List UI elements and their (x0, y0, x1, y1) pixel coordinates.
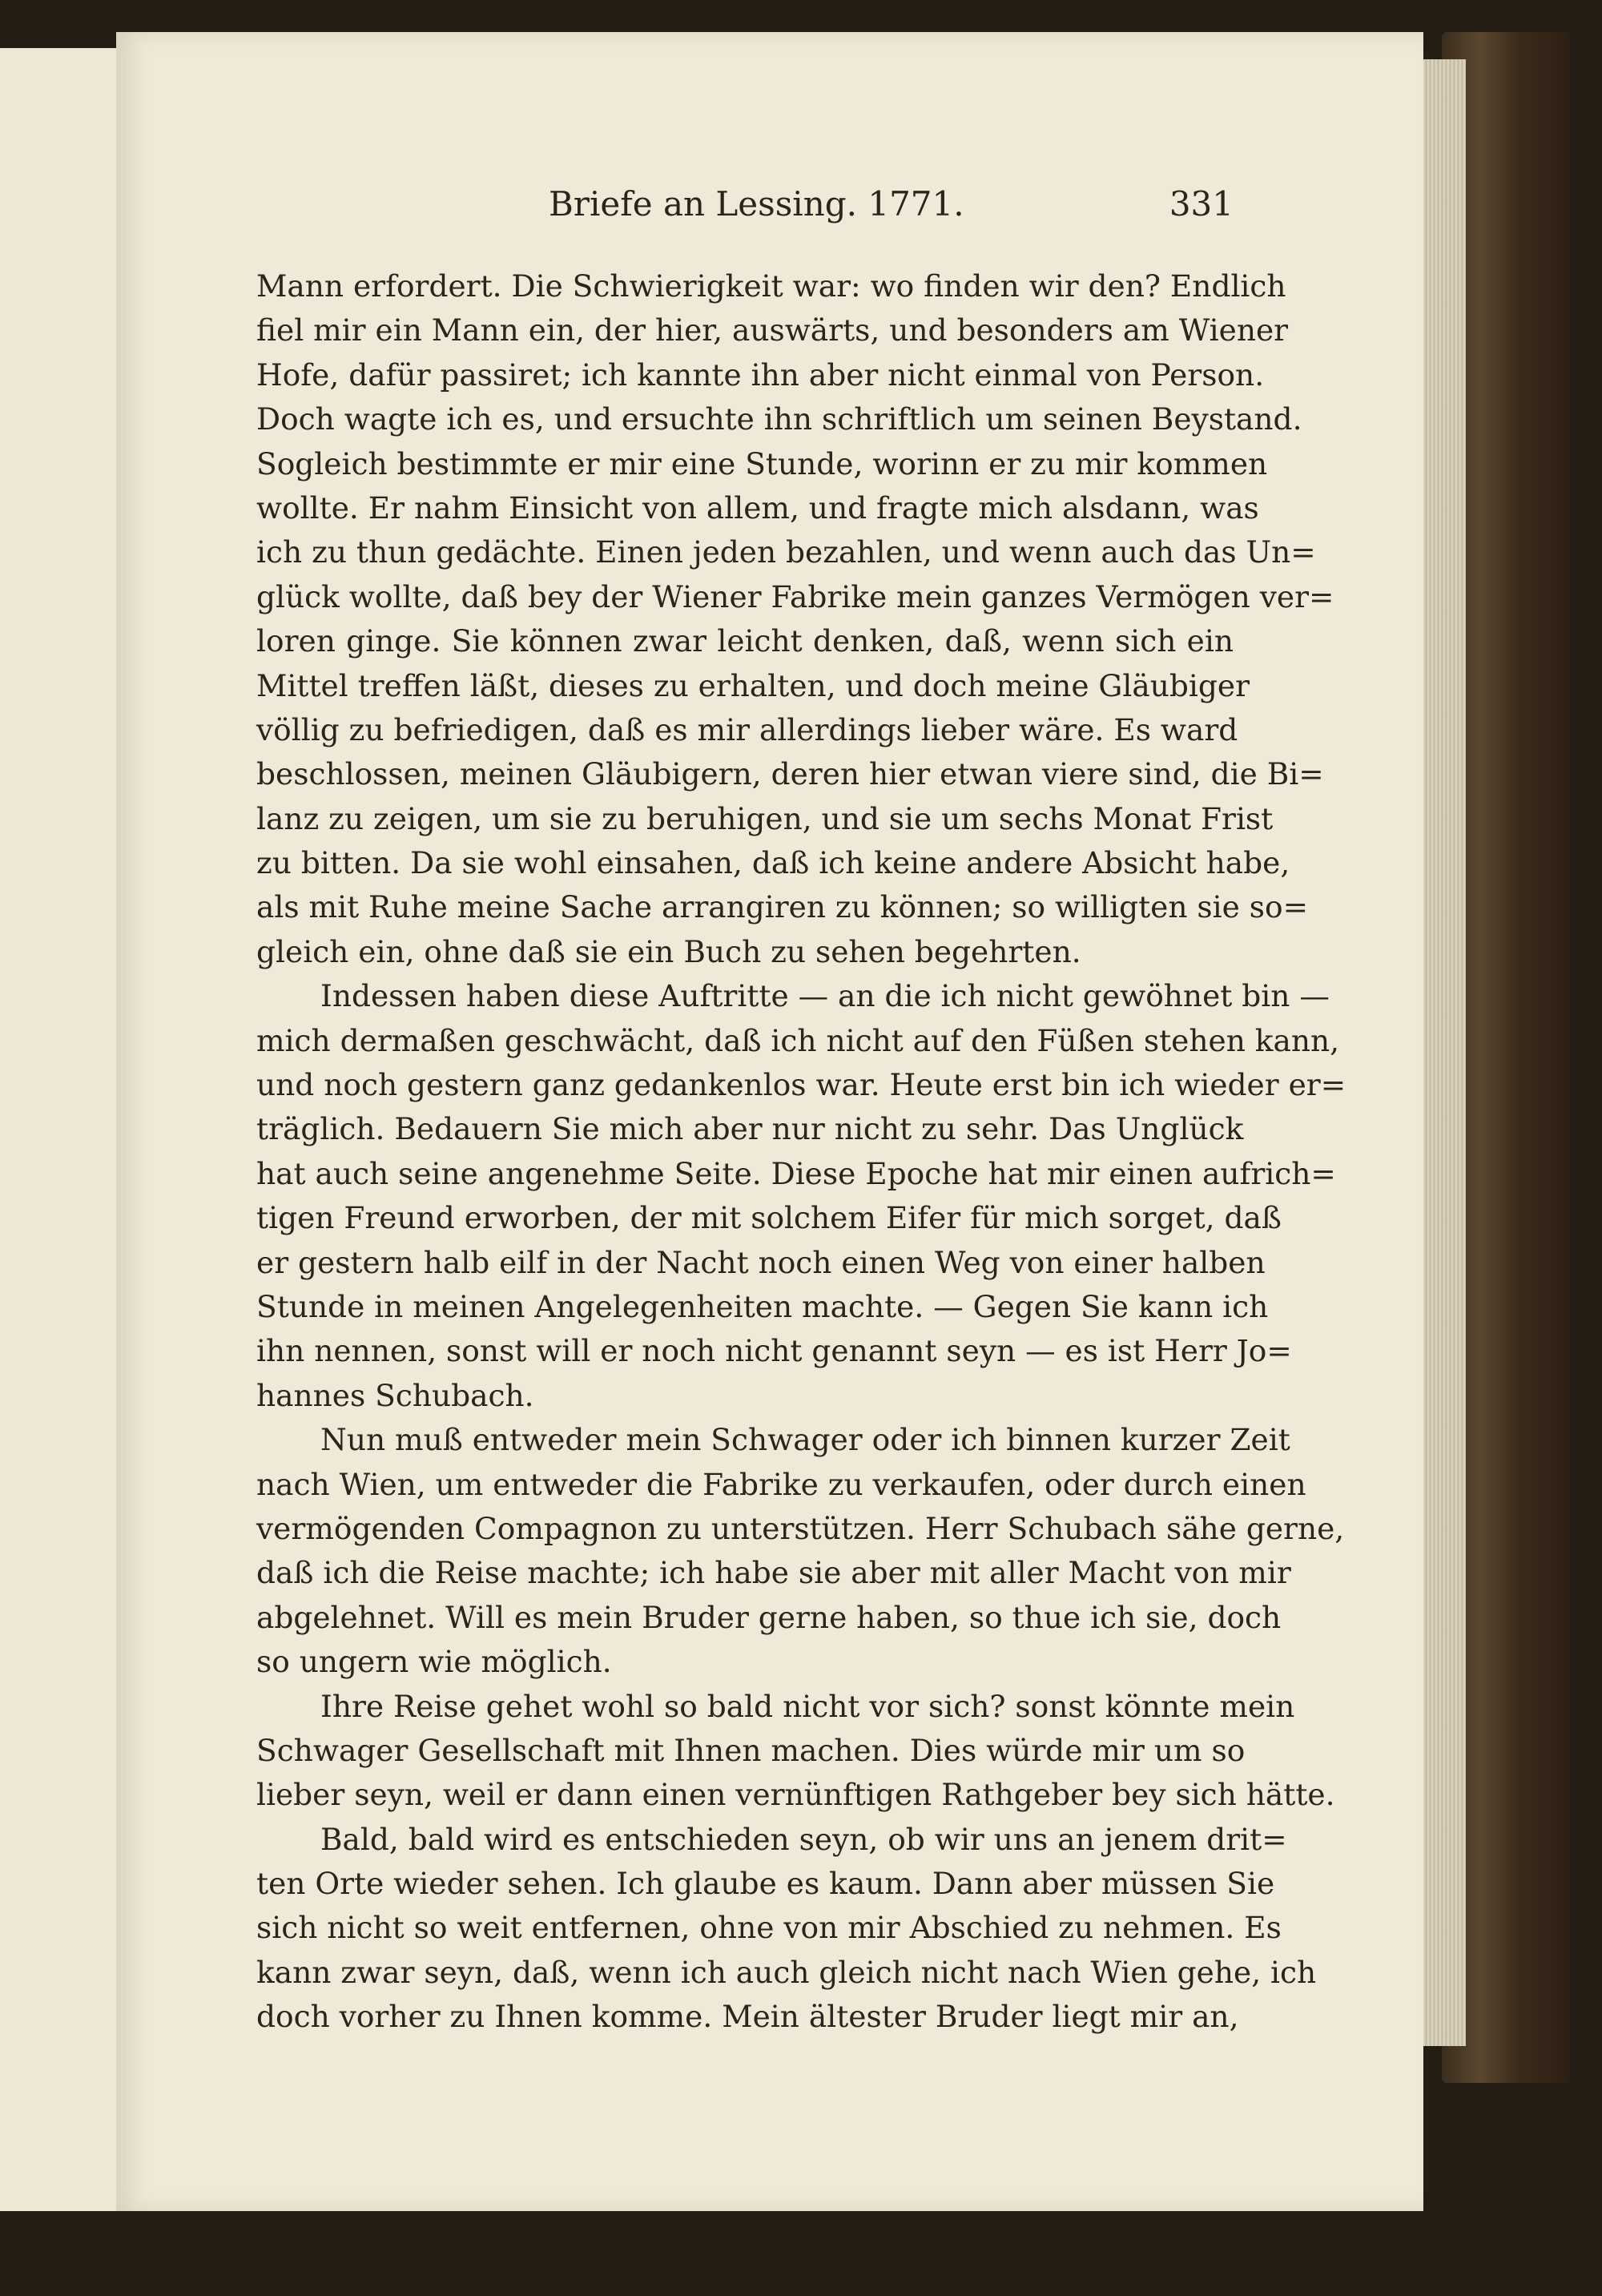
text-line: als mit Ruhe meine Sache arrangiren zu können; so willigten sie so= (256, 889, 1309, 925)
text-line: ten Orte wieder sehen. Ich glaube es kaum. Dann aber müssen Sie (256, 1866, 1275, 1902)
text-line: nach Wien, um entweder die Fabrike zu verkaufen, oder durch einen (256, 1466, 1306, 1502)
text-line: glück wollte, daß bey der Wiener Fabrike mein ganzes Vermögen ver= (256, 578, 1334, 614)
text-line: wollte. Er nahm Einsicht von allem, und fragte mich alsdann, was (256, 489, 1259, 526)
text-line: Doch wagte ich es, und ersuchte ihn schriftlich um seinen Beystand. (256, 401, 1302, 437)
text-line: Ihre Reise gehet wohl so bald nicht vor sich? sonst könnte mein (320, 1688, 1295, 1724)
text-line: mich dermaßen geschwächt, daß ich nicht auf den Füßen stehen kann, (256, 1022, 1340, 1058)
text-line: Nun muß entweder mein Schwager oder ich binnen kurzer Zeit (320, 1422, 1290, 1458)
page-number: 331 (1169, 184, 1234, 224)
text-line: ihn nennen, sonst will er noch nicht genannt seyn — es ist Herr Jo= (256, 1333, 1292, 1369)
text-line: Hofe, dafür passiret; ich kannte ihn aber nicht einmal von Person. (256, 356, 1265, 393)
running-title: Briefe an Lessing. 1771. (549, 184, 964, 224)
text-line: hannes Schubach. (256, 1377, 534, 1413)
text-line: so ungern wie möglich. (256, 1644, 612, 1680)
text-line: ich zu thun gedächte. Einen jeden bezahlen, und wenn auch das Un= (256, 534, 1316, 570)
text-line: Mittel treffen läßt, dieses zu erhalten, und doch meine Gläubiger (256, 667, 1250, 703)
text-line: und noch gestern ganz gedankenlos war. Heute erst bin ich wieder er= (256, 1067, 1346, 1103)
text-line: vermögenden Compagnon zu unterstützen. Herr Schubach sähe gerne, (256, 1510, 1345, 1546)
text-line: Stunde in meinen Angelegenheiten machte. — Gegen Sie kann ich (256, 1288, 1269, 1324)
text-line: sich nicht so weit entfernen, ohne von mir Abschied zu nehmen. Es (256, 1910, 1282, 1946)
page-header (433, 184, 1234, 232)
text-line: Indessen haben diese Auftritte — an die ich nicht gewöhnet bin — (320, 978, 1330, 1014)
text-line: tigen Freund erworben, der mit solchem Eifer für mich sorget, daß (256, 1200, 1282, 1236)
text-line: Mann erfordert. Die Schwierigkeit war: wo finden wir den? Endlich (256, 268, 1286, 304)
text-line: abgelehnet. Will es mein Bruder gerne haben, so thue ich sie, doch (256, 1599, 1282, 1635)
text-line: fiel mir ein Mann ein, der hier, auswärts, und besonders am Wiener (256, 312, 1289, 348)
page-stack-edge (1419, 59, 1466, 2046)
text-line: Schwager Gesellschaft mit Ihnen machen. Dies würde mir um so (256, 1732, 1246, 1768)
text-line: loren ginge. Sie können zwar leicht denken, daß, wenn sich ein (256, 623, 1234, 659)
text-line: beschlossen, meinen Gläubigern, deren hier etwan viere sind, die Bi= (256, 756, 1324, 792)
text-line: träglich. Bedauern Sie mich aber nur nicht zu sehr. Das Unglück (256, 1111, 1244, 1147)
text-line: er gestern halb eilf in der Nacht noch einen Weg von einer halben (256, 1244, 1266, 1280)
text-line: hat auch seine angenehme Seite. Diese Epoche hat mir einen aufrich= (256, 1155, 1336, 1191)
text-line: gleich ein, ohne daß sie ein Buch zu sehen begehrten. (256, 933, 1081, 969)
text-line: Sogleich bestimmte er mir eine Stunde, worinn er zu mir kommen (256, 445, 1268, 481)
text-line: zu bitten. Da sie wohl einsahen, daß ich keine andere Absicht habe, (256, 845, 1290, 881)
text-line: lanz zu zeigen, um sie zu beruhigen, und sie um sechs Monat Frist (256, 800, 1274, 836)
text-line: daß ich die Reise machte; ich habe sie aber mit aller Macht von mir (256, 1555, 1291, 1591)
text-line: völlig zu befriedigen, daß es mir allerdings lieber wäre. Es ward (256, 711, 1238, 747)
text-line: lieber seyn, weil er dann einen vernünftigen Rathgeber bey sich hätte. (256, 1777, 1335, 1813)
text-line: Bald, bald wird es entschieden seyn, ob wir uns an jenem drit= (320, 1821, 1287, 1857)
body-text (256, 264, 1346, 2040)
text-line: kann zwar seyn, daß, wenn ich auch gleich nicht nach Wien gehe, ich (256, 1954, 1317, 1990)
left-page-sliver (0, 48, 118, 2211)
text-line: doch vorher zu Ihnen komme. Mein ältester Bruder liegt mir an, (256, 1999, 1239, 2035)
